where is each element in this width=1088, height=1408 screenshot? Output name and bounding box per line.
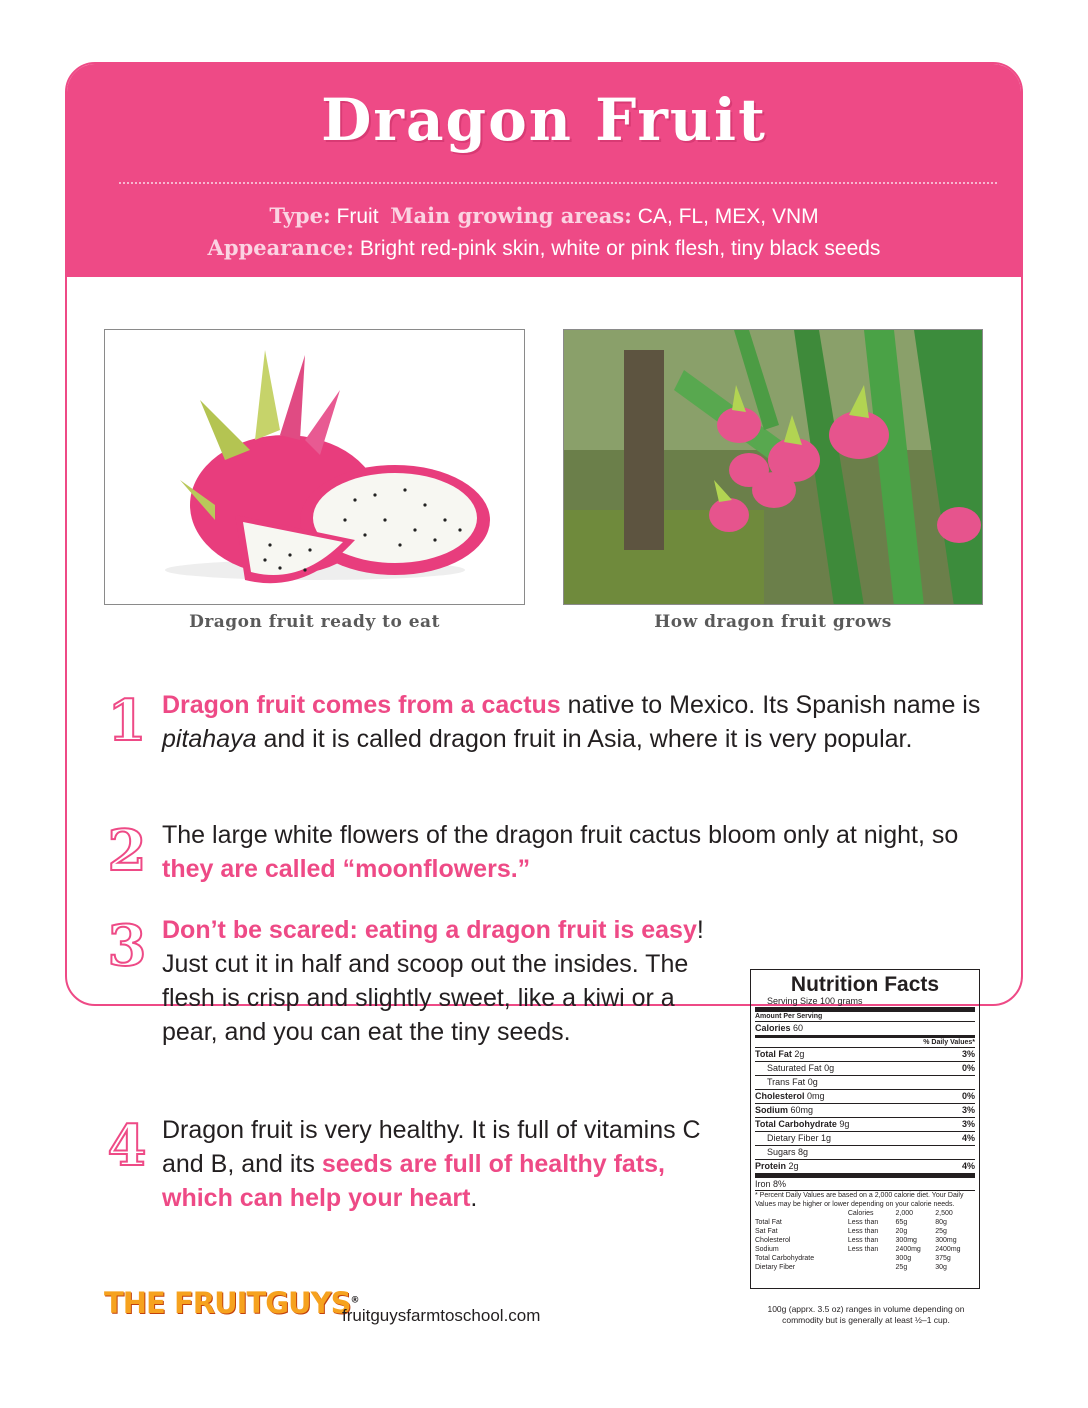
nutrient-dv: 3% [961, 1119, 975, 1129]
nutrient-dv: 0% [961, 1063, 975, 1073]
dv-footnote: * Percent Daily Values are based on a 2,000 calorie diet. Your Daily Values may be higher or lower depending on your calorie needs. [755, 1190, 975, 1209]
dv-table-cell: 300mg [895, 1237, 917, 1244]
nutrient-amount: 0g [824, 1063, 835, 1073]
nutrient-name [755, 1118, 849, 1131]
nutrient-row [755, 1131, 975, 1145]
nutrient-label: Saturated Fat [767, 1063, 822, 1073]
calories-label: Calories [755, 1023, 791, 1033]
nutrient-name [767, 1146, 808, 1159]
nutrient-amount: 0mg [807, 1091, 825, 1101]
dv-table-cell: 300mg [935, 1237, 957, 1244]
nutrient-label: Dietary Fiber [767, 1133, 819, 1143]
nutrient-row [755, 1089, 975, 1103]
fact-2-highlight: they are called “moonflowers.” [162, 855, 531, 883]
dv-table-cell [848, 1254, 896, 1263]
nutrient-amount: 9g [839, 1119, 850, 1129]
nutrient-name [767, 1062, 834, 1075]
fact-2 [162, 818, 992, 886]
nutrient-row [755, 1061, 975, 1075]
nutrient-label: Sugars [767, 1147, 796, 1157]
dv-table-cell: Less than [847, 1228, 879, 1235]
registered-mark: ® [350, 1295, 359, 1306]
dv-table-cell: 65g [895, 1219, 908, 1226]
dv-table-row [755, 1263, 975, 1272]
dv-table-cell: 300g [895, 1255, 912, 1262]
fact-1-highlight: Dragon fruit comes from a cactus [162, 691, 561, 719]
photo-caption-grows: How dragon fruit grows [654, 612, 892, 632]
dv-table-cell: Less than [847, 1237, 879, 1244]
areas-label: Main growing areas: [390, 203, 632, 228]
dv-table-row [755, 1236, 975, 1245]
fact-2-text: The large white flowers of the dragon fruit cactus bloom only at night, so [162, 821, 959, 849]
nutrient-label: Sodium [755, 1105, 788, 1115]
fact-4 [162, 1113, 722, 1215]
nutrient-label: Total Fat [755, 1049, 792, 1059]
dv-table-cell [848, 1263, 896, 1272]
nutrient-row [755, 1047, 975, 1061]
nutrient-row [755, 1103, 975, 1117]
areas-value: CA, FL, MEX, VNM [637, 205, 819, 228]
nutrient-dv: 3% [961, 1049, 975, 1059]
nutrient-dv: 4% [961, 1133, 975, 1143]
website-url[interactable]: fruitguysfarmtoschool.com [342, 1306, 541, 1325]
nutrient-label: Protein [755, 1161, 787, 1171]
amount-per-serving: Amount Per Serving [755, 1007, 975, 1021]
nutrient-label: Trans Fat [767, 1077, 806, 1087]
nutrient-name [755, 1104, 813, 1117]
logo-text: THE FRUITGUYS [104, 1286, 351, 1320]
calories-value: 60 [793, 1023, 804, 1033]
nutrient-rows [755, 1047, 975, 1173]
nutrient-dv: 0% [961, 1091, 975, 1101]
nutrient-amount: 8g [798, 1147, 809, 1157]
appearance-label: Appearance: [207, 235, 355, 260]
dv-table-cell: Less than [847, 1246, 879, 1253]
dv-table-cell: Total Carbohydrate [755, 1255, 815, 1262]
fact-3-text: ! Just cut it in half and scoop out the insides. The flesh is crisp and slightly sweet, like a kiwi or a pear, and you can eat the tiny seeds. [162, 916, 704, 1046]
nutrition-title: Nutrition Facts [790, 973, 940, 996]
dv-table-cell: 30g [935, 1264, 947, 1271]
dv-table-header-cell [755, 1209, 848, 1218]
photo-caption-eat: Dragon fruit ready to eat [189, 612, 440, 632]
nutrient-row [755, 1159, 975, 1173]
dv-table-row [755, 1254, 975, 1263]
dv-table-cell: 20g [895, 1228, 908, 1235]
dotted-divider [119, 182, 997, 184]
nutrient-label: Total Carbohydrate [755, 1119, 837, 1129]
serving-size: Serving Size 100 grams [767, 996, 863, 1006]
dv-table-cell: Sodium [755, 1246, 779, 1253]
dv-table-row [755, 1245, 975, 1254]
daily-values-table [755, 1209, 975, 1272]
dv-table-cell: Sat Fat [755, 1228, 778, 1235]
dragon-fruit-photo [104, 329, 525, 605]
dv-table-cell: 25g [935, 1228, 947, 1235]
nutrition-facts-label [750, 969, 980, 1289]
iron-row: Iron 8% [755, 1173, 975, 1190]
fact-3-highlight: Don’t be scared: eating a dragon fruit is easy [162, 916, 697, 944]
dv-table-cell: 80g [935, 1219, 947, 1226]
nutrient-label: Cholesterol [755, 1091, 805, 1101]
type-label: Type: [269, 203, 331, 228]
nutrient-amount: 1g [821, 1133, 832, 1143]
fact-1-text-b: and it is called dragon fruit in Asia, where it is very popular. [256, 725, 913, 753]
dv-table-cell: 25g [895, 1264, 908, 1271]
type-line [67, 203, 1021, 229]
nutrient-amount: 0g [807, 1077, 818, 1087]
nutrient-name [755, 1048, 804, 1061]
fact-1-text-a: native to Mexico. Its Spanish name is [560, 691, 981, 719]
fact-number-4: 4 [107, 1113, 147, 1179]
header-banner [67, 64, 1021, 277]
fact-number-2: 2 [107, 818, 147, 884]
dv-table-cell: Less than [847, 1219, 879, 1226]
nutrient-row [755, 1145, 975, 1159]
dv-table-cell: Total Fat [755, 1219, 782, 1226]
page-title: Dragon Fruit [321, 86, 767, 154]
nutrient-dv: 4% [961, 1161, 975, 1171]
appearance-value: Bright red-pink skin, white or pink flesh, tiny black seeds [359, 237, 881, 260]
dv-table-row [755, 1218, 975, 1227]
dv-table-cell: 2400mg [895, 1246, 921, 1253]
nutrient-row [755, 1117, 975, 1131]
fact-4-text-b: . [470, 1184, 478, 1212]
fruitguys-logo [104, 1286, 358, 1320]
nutrient-name [767, 1076, 818, 1089]
nutrient-amount: 60mg [790, 1105, 814, 1115]
dv-table-row [755, 1227, 975, 1236]
dv-table-header-cell: 2,000 [895, 1210, 914, 1217]
dv-table-cell: 2400mg [935, 1246, 961, 1253]
dv-table-header-cell: 2,500 [935, 1210, 953, 1217]
nutrient-amount: 2g [794, 1049, 805, 1059]
nutrient-dv: 3% [961, 1105, 975, 1115]
nutrient-name [755, 1090, 825, 1103]
fact-3 [162, 913, 722, 1049]
dv-table-cell: Cholesterol [755, 1237, 791, 1244]
dragon-fruit-plant-photo [563, 329, 983, 605]
fact-1 [162, 688, 992, 756]
fact-4-text-a: Dragon fruit is very healthy. It is full of vitamins C and B, and its [162, 1116, 701, 1178]
fact-1-emphasis: pitahaya [162, 725, 257, 753]
calories-row [755, 1021, 975, 1035]
dv-table-header-cell: Calories [847, 1210, 874, 1217]
dv-header: % Daily Values* [755, 1035, 975, 1047]
fact-number-3: 3 [107, 913, 147, 979]
fact-number-1: 1 [107, 688, 147, 754]
appearance-line [67, 235, 1021, 261]
dv-table-cell: Dietary Fiber [755, 1264, 796, 1271]
dv-table-header [755, 1209, 975, 1218]
nutrient-amount: 2g [788, 1161, 799, 1171]
dv-table-cell: 375g [935, 1255, 951, 1262]
nutrient-name [767, 1132, 831, 1145]
nutrient-row [755, 1075, 975, 1089]
serving-note: 100g (apprx. 3.5 oz) ranges in volume depending on commodity but is generally at least ½–1 cup. [767, 1304, 965, 1325]
nutrient-name [755, 1160, 799, 1173]
type-value: Fruit [336, 205, 379, 228]
fact-4-highlight: seeds are full of healthy fats, which can help your heart [162, 1150, 665, 1212]
